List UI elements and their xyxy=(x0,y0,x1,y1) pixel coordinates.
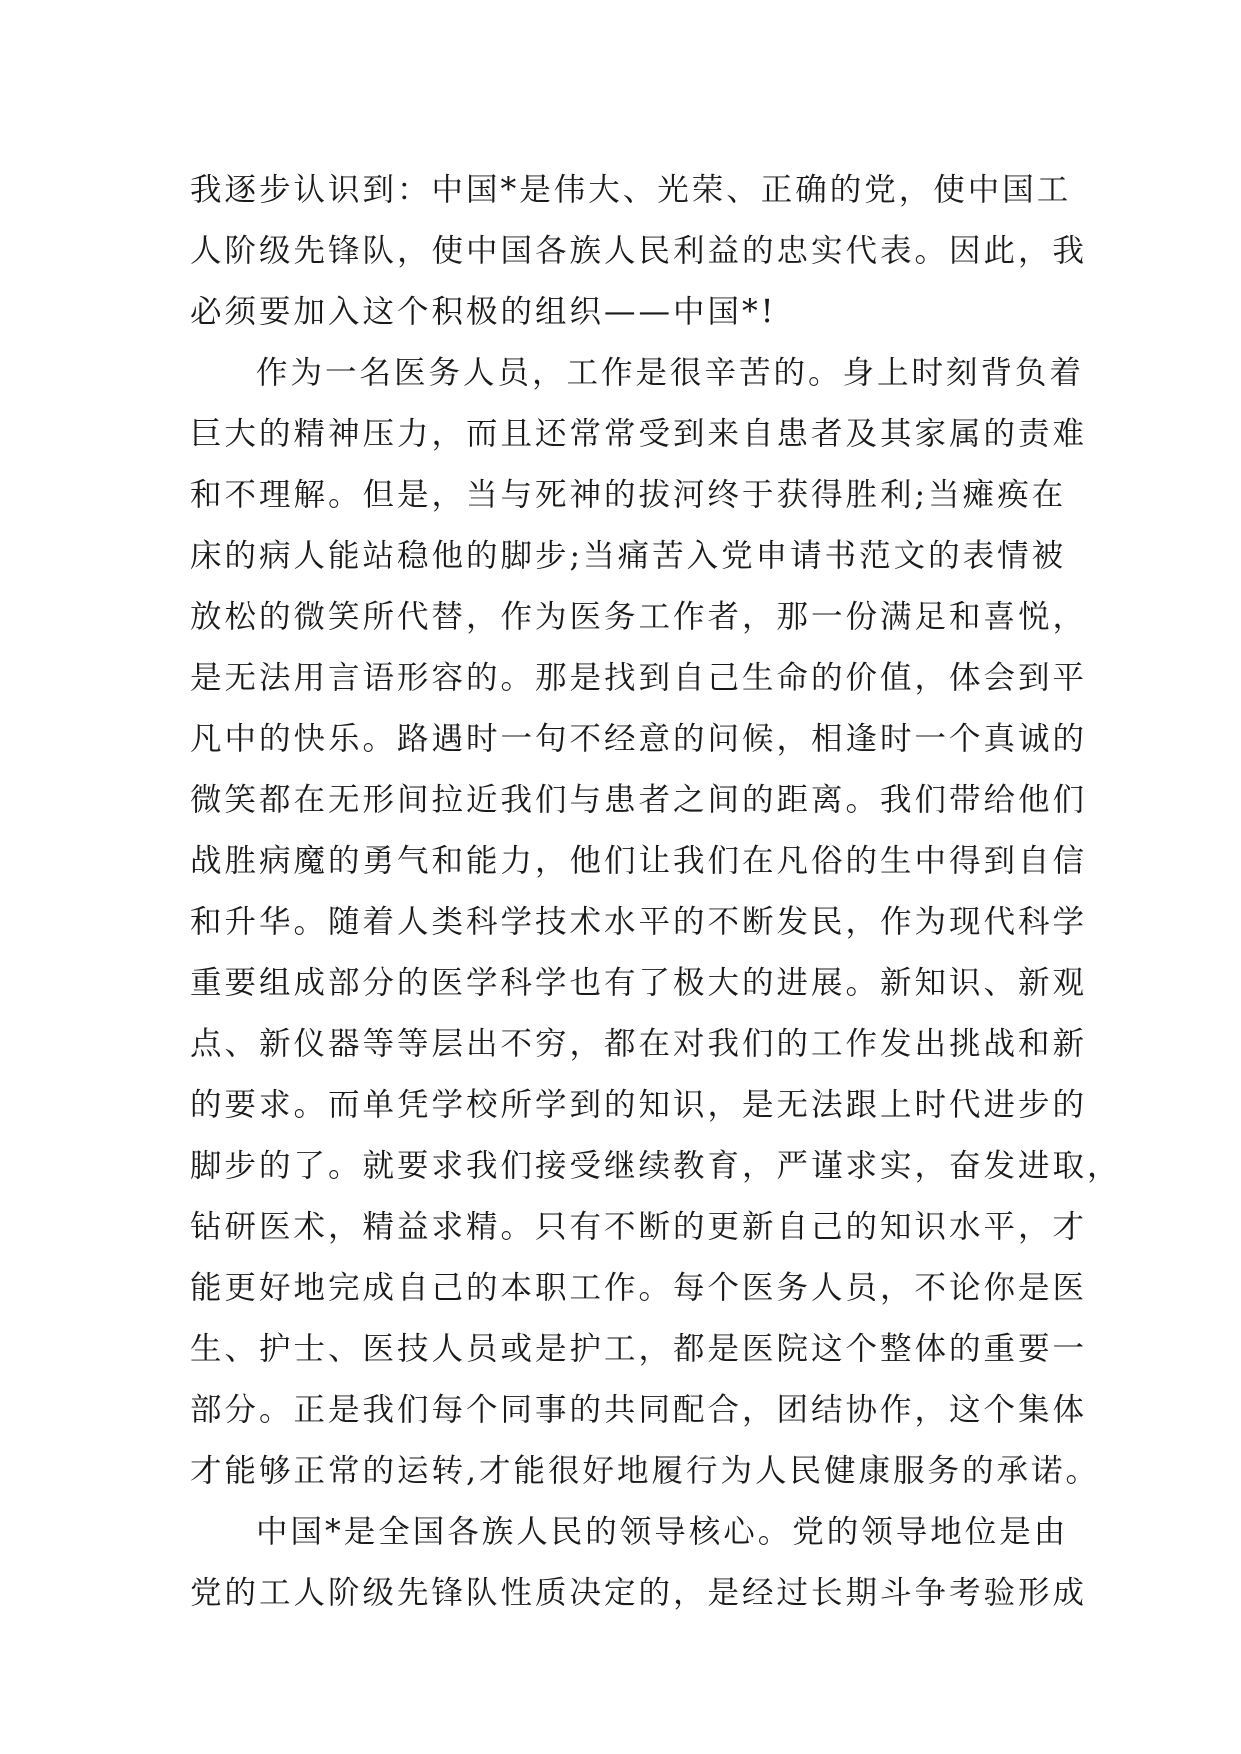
text-line: 重要组成部分的医学科学也有了极大的进展。新知识、新观 xyxy=(190,965,1088,1001)
text-line: 才能够正常的运转,才能很好地履行为人民健康服务的承诺。 xyxy=(190,1453,1101,1489)
text-line: 和不理解。但是，当与死神的拔河终于获得胜利;当瘫痪在 xyxy=(190,477,1067,513)
text-line: 微笑都在无形间拉近我们与患者之间的距离。我们带给他们 xyxy=(190,782,1088,818)
text-line: 床的病人能站稳他的脚步;当痛苦入党申请书范文的表情被 xyxy=(190,538,1067,574)
text-line: 和升华。随着人类科学技术水平的不断发民，作为现代科学 xyxy=(190,904,1088,940)
paragraph-first-line: 中国*是全国各族人民的领导核心。党的领导地位是由 xyxy=(256,1514,1069,1550)
text-line: 巨大的精神压力，而且还常常受到来自患者及其家属的责难 xyxy=(190,416,1088,452)
text-line: 放松的微笑所代替，作为医务工作者，那一份满足和喜悦， xyxy=(190,599,1088,635)
text-line: 能更好地完成自己的本职工作。每个医务人员，不论你是医 xyxy=(190,1270,1088,1306)
text-line: 的要求。而单凭学校所学到的知识，是无法跟上时代进步的 xyxy=(190,1087,1088,1123)
text-line: 战胜病魔的勇气和能力，他们让我们在凡俗的生中得到自信 xyxy=(190,843,1088,879)
paragraph-first-line: 作为一名医务人员，工作是很辛苦的。身上时刻背负着 xyxy=(256,355,1085,391)
text-line: 脚步的了。就要求我们接受继续教育，严谨求实，奋发进取， xyxy=(190,1148,1122,1184)
text-line: 生、护士、医技人员或是护工，都是医院这个整体的重要一 xyxy=(190,1331,1088,1367)
text-line: 是无法用言语形容的。那是找到自己生命的价值，体会到平 xyxy=(190,660,1088,696)
text-line: 凡中的快乐。路遇时一句不经意的问候，相逢时一个真诚的 xyxy=(190,721,1088,757)
text-line: 点、新仪器等等层出不穷，都在对我们的工作发出挑战和新 xyxy=(190,1026,1088,1062)
text-line: 人阶级先锋队，使中国各族人民利益的忠实代表。因此，我 xyxy=(190,233,1088,269)
body-text xyxy=(190,160,1122,1624)
text-line: 钻研医术，精益求精。只有不断的更新自己的知识水平，才 xyxy=(190,1209,1088,1245)
text-line: 必须要加入这个积极的组织——中国*! xyxy=(190,294,777,330)
text-line: 我逐步认识到：中国*是伟大、光荣、正确的党，使中国工 xyxy=(190,172,1072,208)
text-line: 党的工人阶级先锋队性质决定的，是经过长期斗争考验形成 xyxy=(190,1575,1088,1611)
text-line: 部分。正是我们每个同事的共同配合，团结协作，这个集体 xyxy=(190,1392,1088,1428)
